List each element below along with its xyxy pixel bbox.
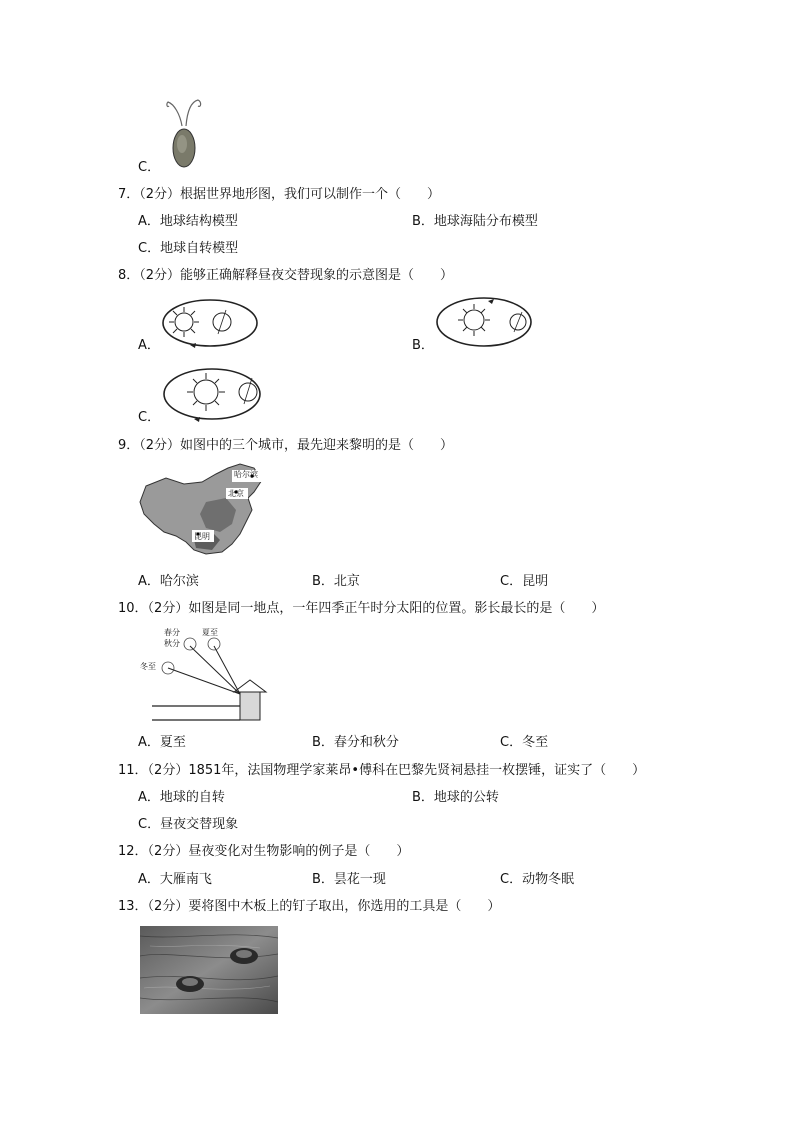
q7-option-a: A．地球结构模型 [138, 214, 238, 229]
fig-label-winter: 冬至 [140, 662, 156, 671]
q10-option-a: A．夏至 [138, 735, 186, 750]
q8-figure-c [160, 364, 264, 424]
map-label-harbin: 哈尔滨 [234, 470, 258, 479]
q13-stem: 13．（2分）要将图中木板上的钉子取出，你选用的工具是（ ） [118, 899, 501, 914]
wood-nails-photo [140, 926, 278, 1014]
q11-option-b: B．地球的公转 [412, 790, 499, 805]
q12-option-a: A．大雁南飞 [138, 872, 212, 887]
map-label-kunming: 昆明 [194, 532, 210, 541]
q8-figure-b [434, 294, 534, 350]
q8-option-a: A． [138, 338, 160, 353]
q10-option-c: C．冬至 [500, 735, 549, 750]
q9-stem: 9．（2分）如图中的三个城市，最先迎来黎明的是（ ） [118, 438, 454, 453]
organism-figure [160, 96, 210, 172]
q7-option-b: B．地球海陆分布模型 [412, 214, 538, 229]
q7-stem: 7．（2分）根据世界地形图，我们可以制作一个（ ） [118, 187, 441, 202]
q9-option-b: B．北京 [312, 574, 360, 589]
q7-option-c: C．地球自转模型 [138, 241, 239, 256]
q11-option-a: A．地球的自转 [138, 790, 225, 805]
q12-option-b: B．昙花一现 [312, 872, 386, 887]
q6-option-c: C． [138, 160, 161, 175]
q10-option-b: B．春分和秋分 [312, 735, 399, 750]
q9-option-c: C．昆明 [500, 574, 549, 589]
q8-option-c: C． [138, 410, 161, 425]
q12-option-c: C．动物冬眠 [500, 872, 575, 887]
map-label-beijing: 北京 [228, 489, 244, 498]
fig-label-autumn: 秋分 [164, 639, 180, 648]
q8-stem: 8．（2分）能够正确解释昼夜交替现象的示意图是（ ） [118, 268, 454, 283]
fig-label-summer: 夏至 [202, 628, 218, 637]
q11-stem: 11．（2分）1851年，法国物理学家莱昂•傅科在巴黎先贤祠悬挂一枚摆锤，证实了（ ） [118, 763, 646, 778]
q9-option-a: A．哈尔滨 [138, 574, 199, 589]
q8-option-b: B． [412, 338, 434, 353]
q10-stem: 10．（2分）如图是同一地点，一年四季正午时分太阳的位置。影长最长的是（ ） [118, 601, 605, 616]
q12-stem: 12．（2分）昼夜变化对生物影响的例子是（ ） [118, 844, 410, 859]
q11-option-c: C．昼夜交替现象 [138, 817, 239, 832]
q8-figure-a [160, 296, 260, 350]
fig-label-spring: 春分 [164, 628, 180, 637]
